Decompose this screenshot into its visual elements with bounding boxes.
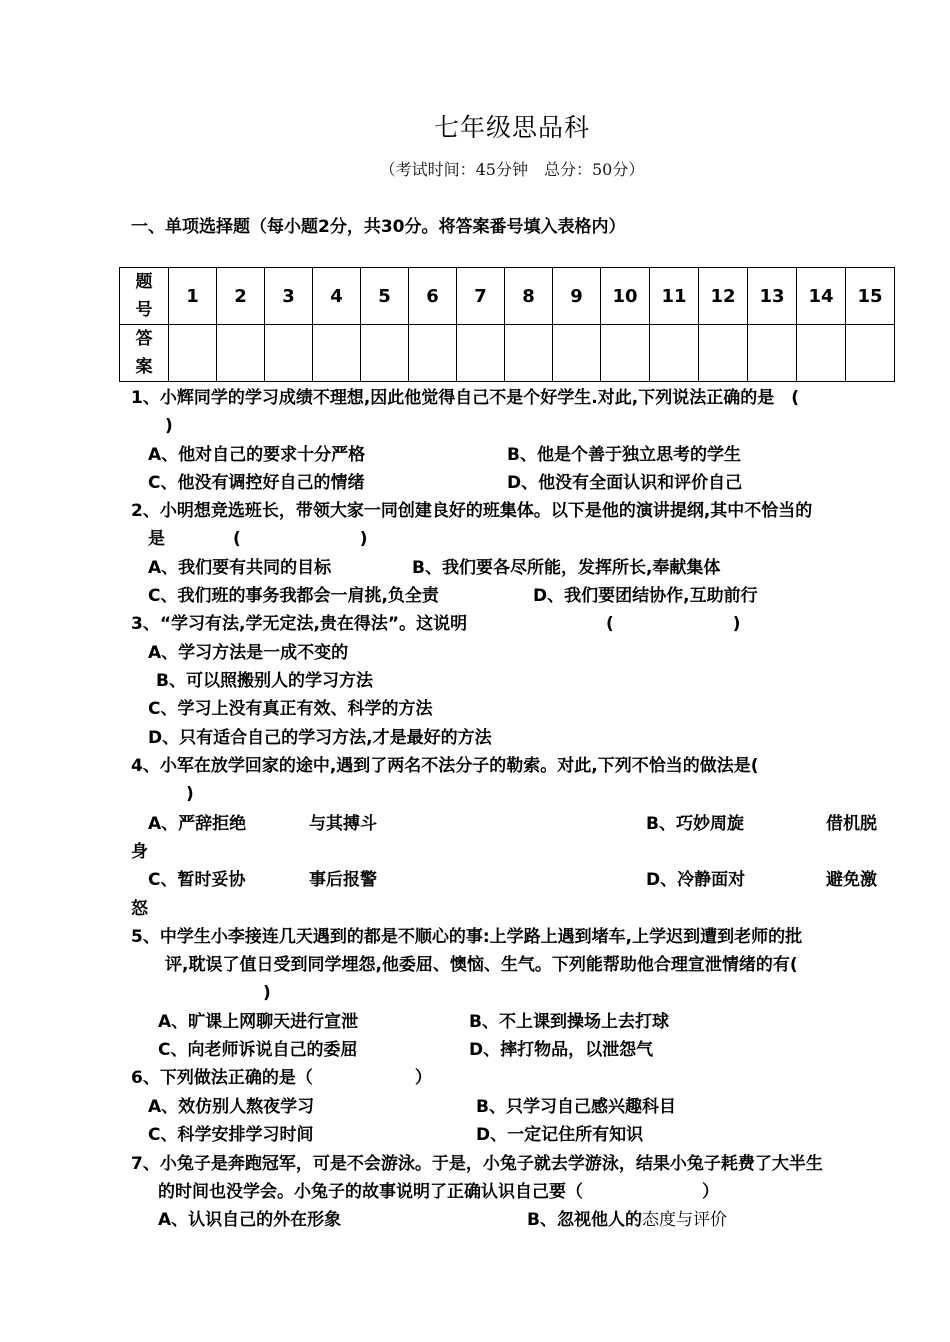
question-7-stem-cont: 的时间也没学会。小兔子的故事说明了正确认识自己要（ ）: [158, 1182, 719, 1202]
question-7-option-b: B、忽视他人的态度与评价: [527, 1210, 727, 1230]
answer-cell[interactable]: [699, 325, 748, 382]
number-cell: 3: [265, 268, 313, 325]
answer-cell[interactable]: [265, 325, 313, 382]
question-4-option-a-rest: 与其搏斗: [309, 814, 377, 834]
number-cell: 7: [457, 268, 505, 325]
question-6-option-a: A、效仿别人熬夜学习: [148, 1097, 315, 1117]
number-cell: 1: [169, 268, 217, 325]
number-cell: 6: [409, 268, 457, 325]
question-5-option-c: C、向老师诉说自己的委屈: [158, 1040, 358, 1060]
question-4-stem: 4、小军在放学回家的途中,遇到了两名不法分子的勒索。对此,下列不恰当的做法是(: [131, 756, 759, 776]
question-6-option-d: D、一定记住所有知识: [476, 1125, 644, 1145]
question-3-option-a: A、学习方法是一成不变的: [148, 643, 349, 663]
question-3-option-b: B、可以照搬别人的学习方法: [156, 671, 373, 691]
question-4-option-d-wrap: 怒: [131, 899, 148, 919]
question-6-stem: 6、下列做法正确的是（ ）: [131, 1068, 432, 1088]
question-4-stem-cont: ): [186, 784, 194, 804]
page-subtitle: （考试时间：45分钟 总分：50分）: [379, 160, 645, 179]
number-cell: 13: [748, 268, 797, 325]
question-3-option-c: C、学习上没有真正有效、科学的方法: [148, 699, 433, 719]
question-5-stem: 5、中学生小李接连几天遇到的都是不顺心的事:上学路上遇到堵车,上学迟到遭到老师的批: [131, 927, 803, 947]
table-row-numbers: [120, 268, 895, 325]
question-1-option-c: C、他没有调控好自己的情绪: [148, 473, 365, 493]
answer-cell[interactable]: [313, 325, 361, 382]
answer-cell[interactable]: [650, 325, 699, 382]
question-2-option-b: B、我们要各尽所能，发挥所长,奉献集体: [412, 558, 721, 578]
row-label-answer: 答 案: [120, 325, 169, 382]
answer-cell[interactable]: [361, 325, 409, 382]
question-6-option-b: B、只学习自己感兴趣科目: [476, 1097, 676, 1117]
question-2-option-d: D、我们要团结协作,互助前行: [533, 586, 758, 606]
question-7-stem: 7、小兔子是奔跑冠军，可是不会游泳。于是，小兔子就去学游泳，结果小兔子耗费了大半生: [131, 1154, 823, 1174]
question-3-option-d: D、只有适合自己的学习方法,才是最好的方法: [148, 728, 492, 748]
question-5-option-d: D、摔打物品，以泄怨气: [469, 1040, 654, 1060]
answer-cell[interactable]: [601, 325, 650, 382]
question-4-option-c: C、暂时妥协: [148, 870, 246, 890]
question-1-option-b: B、他是个善于独立思考的学生: [507, 445, 741, 465]
page-title: 七年级思品科: [433, 113, 590, 142]
question-4-option-b-wrap: 身: [131, 842, 148, 862]
answer-cell[interactable]: [797, 325, 846, 382]
answer-cell[interactable]: [505, 325, 553, 382]
question-5-stem-end: ): [263, 983, 271, 1003]
question-4-option-b-rest: 借机脱: [826, 814, 877, 834]
number-cell: 4: [313, 268, 361, 325]
number-cell: 2: [217, 268, 265, 325]
number-cell: 5: [361, 268, 409, 325]
answer-cell[interactable]: [457, 325, 505, 382]
table-row-answers: [120, 325, 895, 382]
question-4-option-a: A、严辞拒绝: [148, 814, 247, 834]
question-1-stem: 1、小辉同学的学习成绩不理想,因此他觉得自己不是个好学生.对此,下列说法正确的是 (: [131, 388, 799, 408]
question-5-option-b: B、不上课到操场上去打球: [469, 1012, 669, 1032]
question-5-option-a: A、旷课上网聊天进行宣泄: [158, 1012, 359, 1032]
question-3-stem: 3、“学习有法,学无定法,贵在得法”。这说明: [131, 614, 468, 634]
question-1-option-d: D、他没有全面认识和评价自己: [507, 473, 743, 493]
answer-table: [119, 267, 895, 382]
question-4-option-b: B、巧妙周旋: [646, 814, 744, 834]
question-4-option-c-rest: 事后报警: [309, 870, 377, 890]
question-2-option-c: C、我们班的事务我都会一肩挑,负全责: [148, 586, 439, 606]
answer-cell[interactable]: [409, 325, 457, 382]
question-2-stem-cont: 是 ( ): [148, 529, 368, 549]
number-cell: 11: [650, 268, 699, 325]
question-1-option-a: A、他对自己的要求十分严格: [148, 445, 366, 465]
number-cell: 9: [553, 268, 601, 325]
answer-cell[interactable]: [846, 325, 895, 382]
question-5-stem-cont: 评,耽误了值日受到同学埋怨,他委屈、懊恼、生气。下列能帮助他合理宣泄情绪的有(: [165, 955, 798, 975]
section-heading: 一、单项选择题（每小题2分，共30分。将答案番号填入表格内）: [131, 217, 626, 237]
number-cell: 15: [846, 268, 895, 325]
answer-cell[interactable]: [217, 325, 265, 382]
question-2-stem: 2、小明想竞选班长，带领大家一同创建良好的班集体。以下是他的演讲提纲,其中不恰当的: [131, 501, 813, 521]
question-2-option-a: A、我们要有共同的目标: [148, 558, 332, 578]
number-cell: 10: [601, 268, 650, 325]
question-4-option-d: D、冷静面对: [646, 870, 746, 890]
number-cell: 14: [797, 268, 846, 325]
number-cell: 8: [505, 268, 553, 325]
question-4-option-d-rest: 避免激: [826, 870, 877, 890]
answer-cell[interactable]: [169, 325, 217, 382]
question-1-stem-cont: ): [165, 416, 173, 436]
number-cell: 12: [699, 268, 748, 325]
question-3-paren: ( ): [606, 614, 741, 634]
answer-cell[interactable]: [553, 325, 601, 382]
row-label-number: 题 号: [120, 268, 169, 325]
question-7-option-a: A、认识自己的外在形象: [158, 1210, 342, 1230]
question-6-option-c: C、科学安排学习时间: [148, 1125, 314, 1145]
answer-cell[interactable]: [748, 325, 797, 382]
